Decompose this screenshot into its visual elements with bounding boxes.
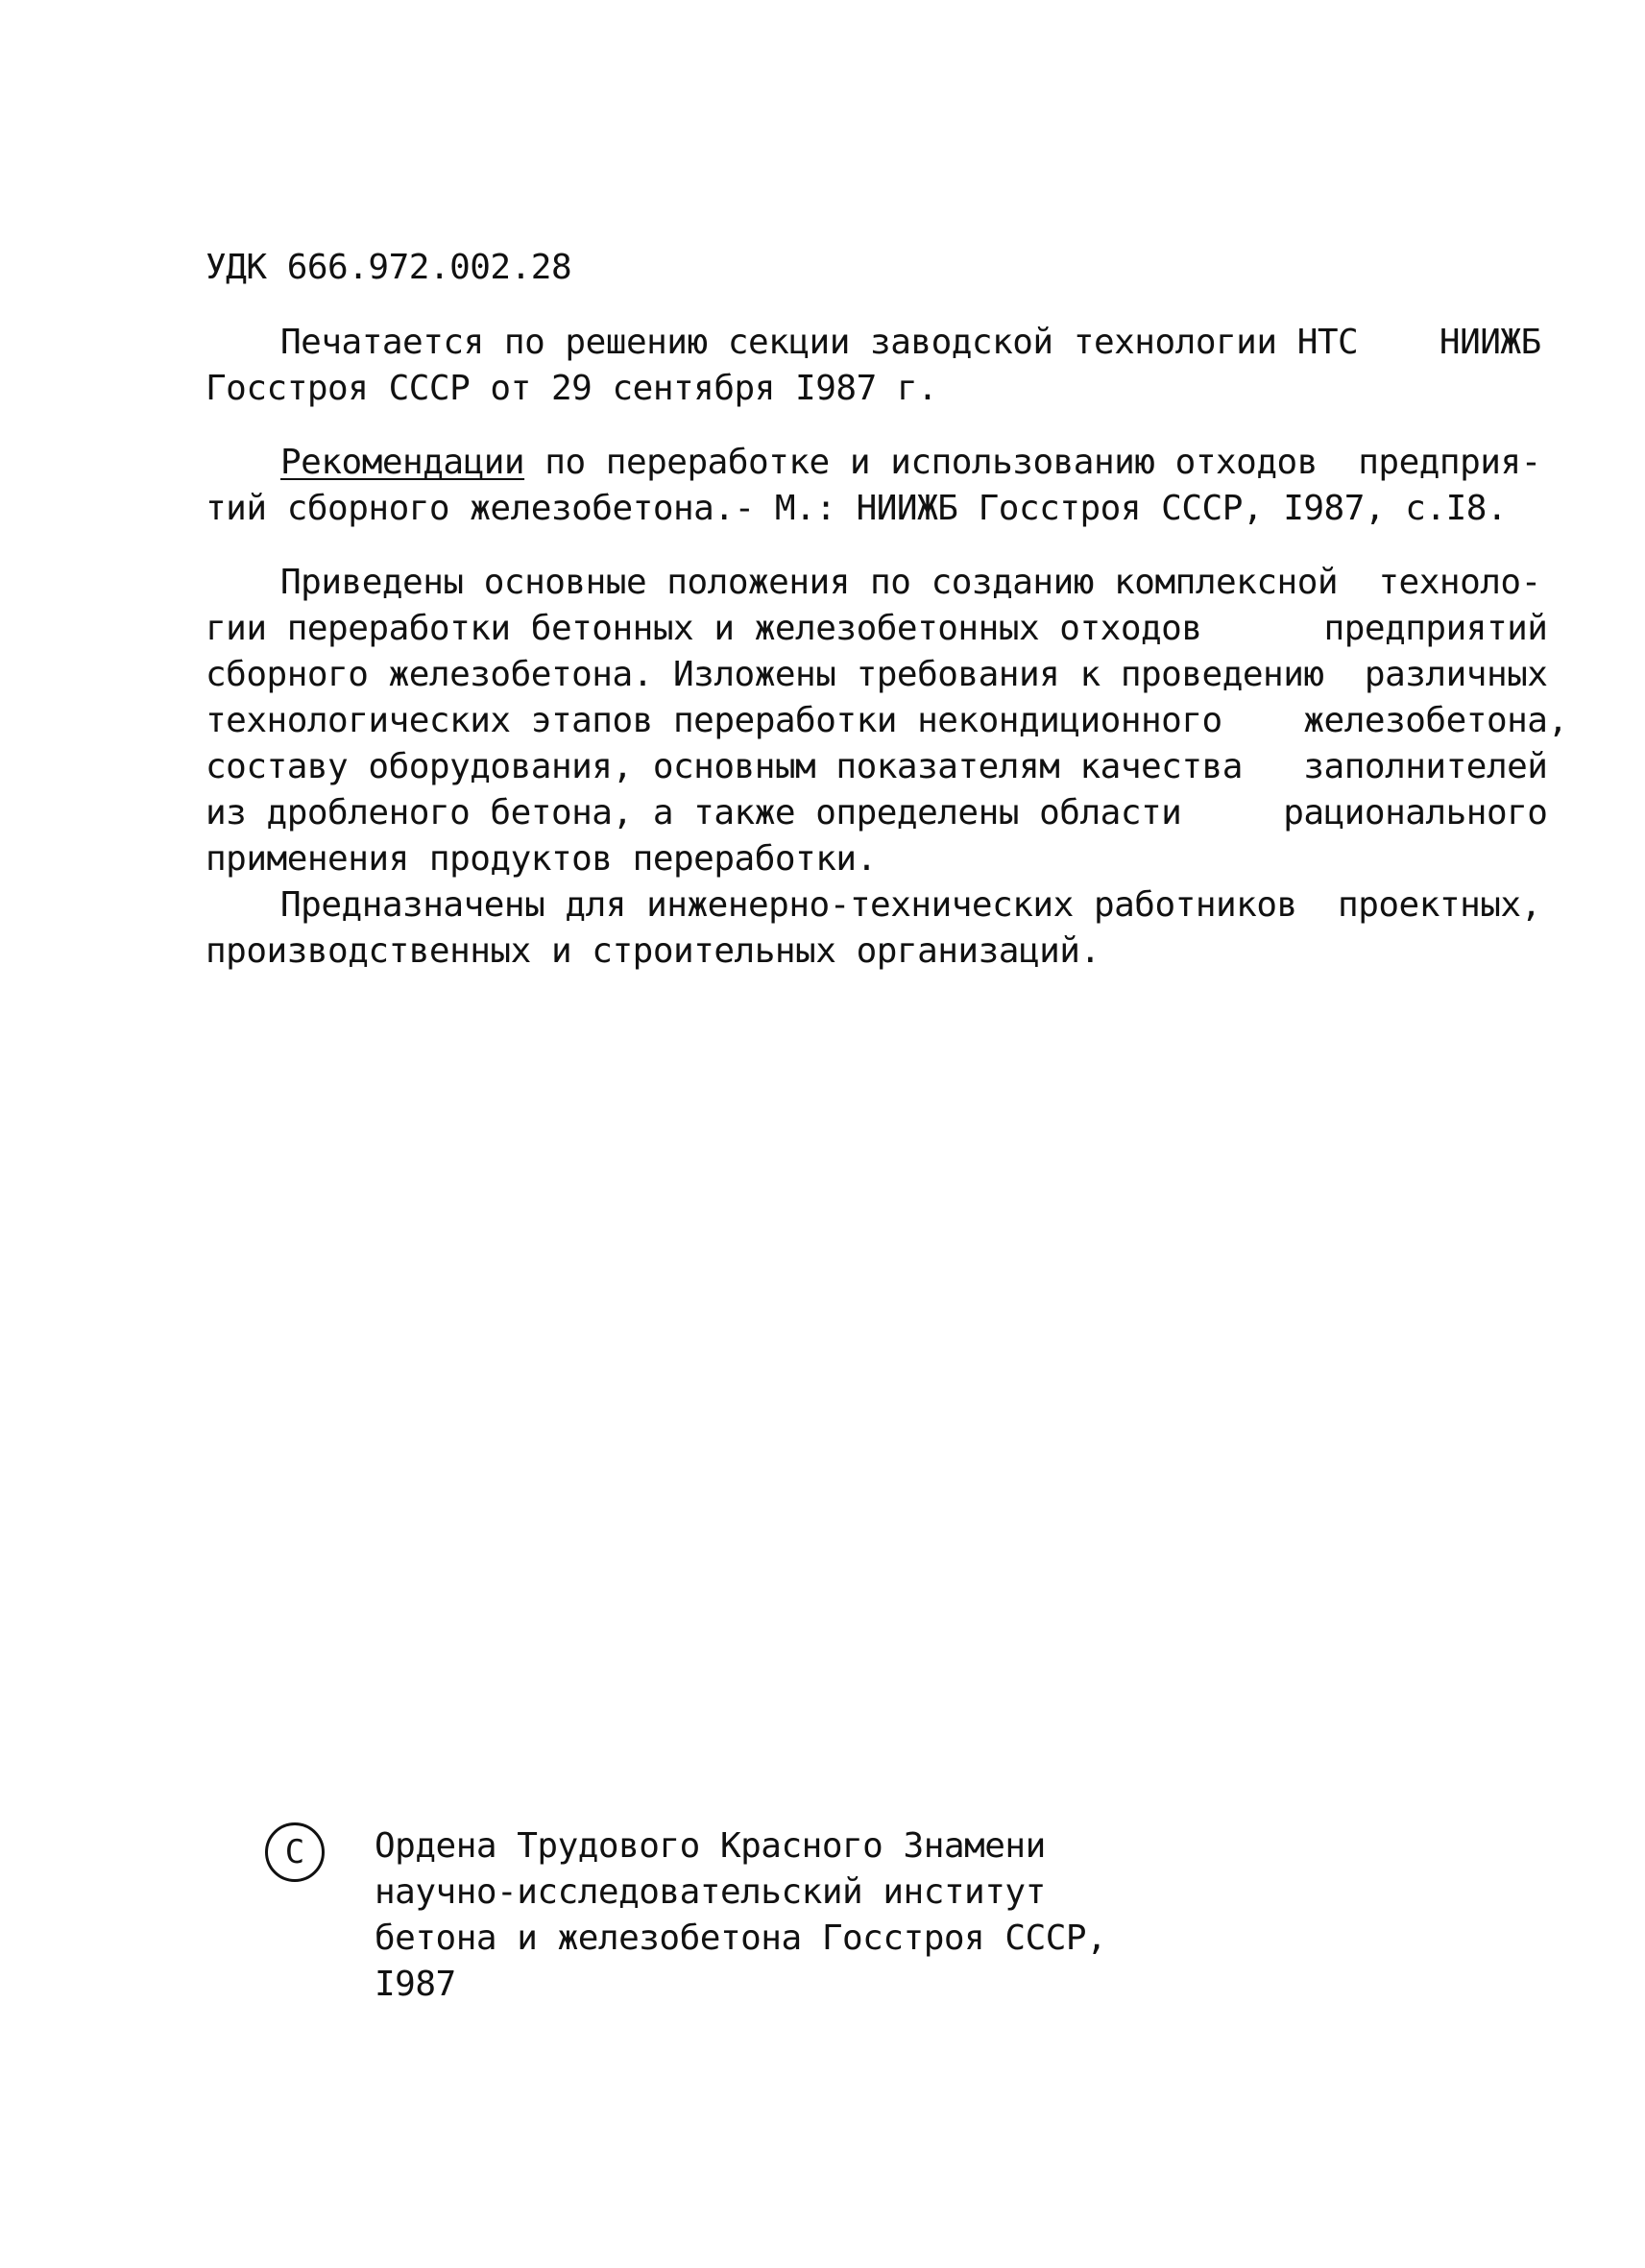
copyright-icon — [265, 1822, 325, 1882]
udk-code: УДК 666.972.002.28 — [206, 248, 572, 287]
abstract-line: гии переработки бетонных и железобетонных отходов предприятий — [206, 609, 1548, 648]
citation-title-word: Рекомендации — [280, 443, 525, 482]
approval-line-2: Госстроя СССР от 29 сентября I987 г. — [206, 369, 938, 408]
copyright-line: Ордена Трудового Красного Знамени — [375, 1826, 1046, 1866]
copyright-symbol: C — [284, 1833, 305, 1871]
copyright-line: бетона и железобетона Госстроя СССР, — [375, 1918, 1107, 1958]
abstract-line: из дробленого бетона, а также определены области рационального — [206, 793, 1548, 832]
abstract-line: применения продуктов переработки. — [206, 839, 877, 879]
audience-line-2: производственных и строительных организаций. — [206, 931, 1101, 971]
abstract-line: составу оборудования, основным показателям качества заполнителей — [206, 747, 1548, 786]
abstract-line: технологических этапов переработки некондиционного железобетона, — [206, 701, 1568, 740]
copyright-line: I987 — [375, 1965, 456, 2004]
abstract-line: Приведены основные положения по созданию комплексной техноло- — [280, 563, 1541, 602]
citation-line-2: тий сборного железобетона.- М.: НИИЖБ Госстроя СССР, I987, с.I8. — [206, 489, 1508, 528]
copyright-line: научно-исследовательский институт — [375, 1872, 1046, 1912]
citation-line-1 — [280, 441, 1541, 485]
abstract-line: сборного железобетона. Изложены требования к проведению различных — [206, 655, 1548, 694]
citation-line-1-rest: по переработке и использованию отходов предприя- — [524, 443, 1541, 482]
approval-line-1: Печатается по решению секции заводской технологии НТС НИИЖБ — [280, 323, 1541, 362]
audience-line-1: Предназначены для инженерно-технических работников проектных, — [280, 885, 1541, 925]
